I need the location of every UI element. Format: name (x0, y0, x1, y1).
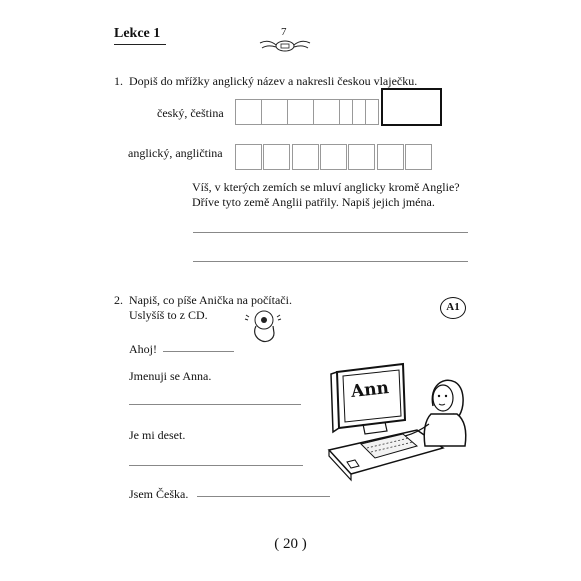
badge-number: 7 (281, 26, 287, 38)
exercise2-number: 2. (114, 293, 123, 307)
grid-cell[interactable] (263, 144, 290, 170)
answer-line[interactable] (129, 465, 303, 466)
exercise2-instruction-line2: Uslyšíš to z CD. (129, 308, 208, 322)
flag-drawing-box[interactable] (381, 88, 442, 126)
grid-cell[interactable] (235, 144, 262, 170)
grid-cell[interactable] (292, 144, 319, 170)
page-number: ( 20 ) (274, 536, 307, 552)
page-badge (255, 25, 315, 55)
sentence-ceska: Jsem Češka. (129, 487, 189, 501)
audio-track-badge[interactable]: A1 (440, 297, 466, 319)
lesson-title: Lekce 1 (114, 26, 161, 41)
winged-disc-icon (255, 37, 315, 55)
grid-cell[interactable] (320, 144, 347, 170)
row1-label: český, čeština (157, 106, 224, 120)
countries-question-line1: Víš, v kterých zemích se mluví anglicky kromě Anglie? (192, 180, 460, 194)
grid-cell[interactable] (287, 99, 314, 125)
grid-cell[interactable] (313, 99, 340, 125)
czech-letter-grid[interactable] (235, 99, 379, 125)
exercise1-instruction: Dopiš do mřížky anglický název a nakresli českou vlaječku. (129, 74, 418, 88)
sentence-ahoj: Ahoj! (129, 342, 157, 356)
answer-line[interactable] (193, 232, 468, 233)
row2-label: anglický, angličtina (128, 146, 223, 160)
answer-line[interactable] (193, 261, 468, 262)
computer-illustration (325, 362, 470, 490)
english-letter-grid[interactable] (235, 144, 433, 170)
sentence-jmenuji: Jmenuji se Anna. (129, 369, 212, 383)
grid-cell[interactable] (235, 99, 262, 125)
grid-cell[interactable] (352, 99, 379, 125)
grid-cell[interactable] (377, 144, 404, 170)
grid-cell[interactable] (261, 99, 288, 125)
lesson-title-underline (114, 44, 166, 45)
answer-line[interactable] (129, 404, 301, 405)
screen-text: Ann (350, 378, 390, 402)
grid-cell[interactable] (405, 144, 432, 170)
girl-at-computer-illustration (325, 362, 470, 490)
cd-in-hand-icon (240, 306, 286, 346)
answer-line[interactable] (163, 351, 234, 352)
exercise1-number: 1. (114, 74, 123, 88)
answer-line[interactable] (197, 496, 330, 497)
sentence-deset: Je mi deset. (129, 428, 186, 442)
exercise2-instruction-line1: Napiš, co píše Anička na počítači. (129, 293, 292, 307)
countries-question-line2: Dříve tyto země Anglii patřily. Napiš jejich jména. (192, 195, 435, 209)
grid-cell[interactable] (348, 144, 375, 170)
